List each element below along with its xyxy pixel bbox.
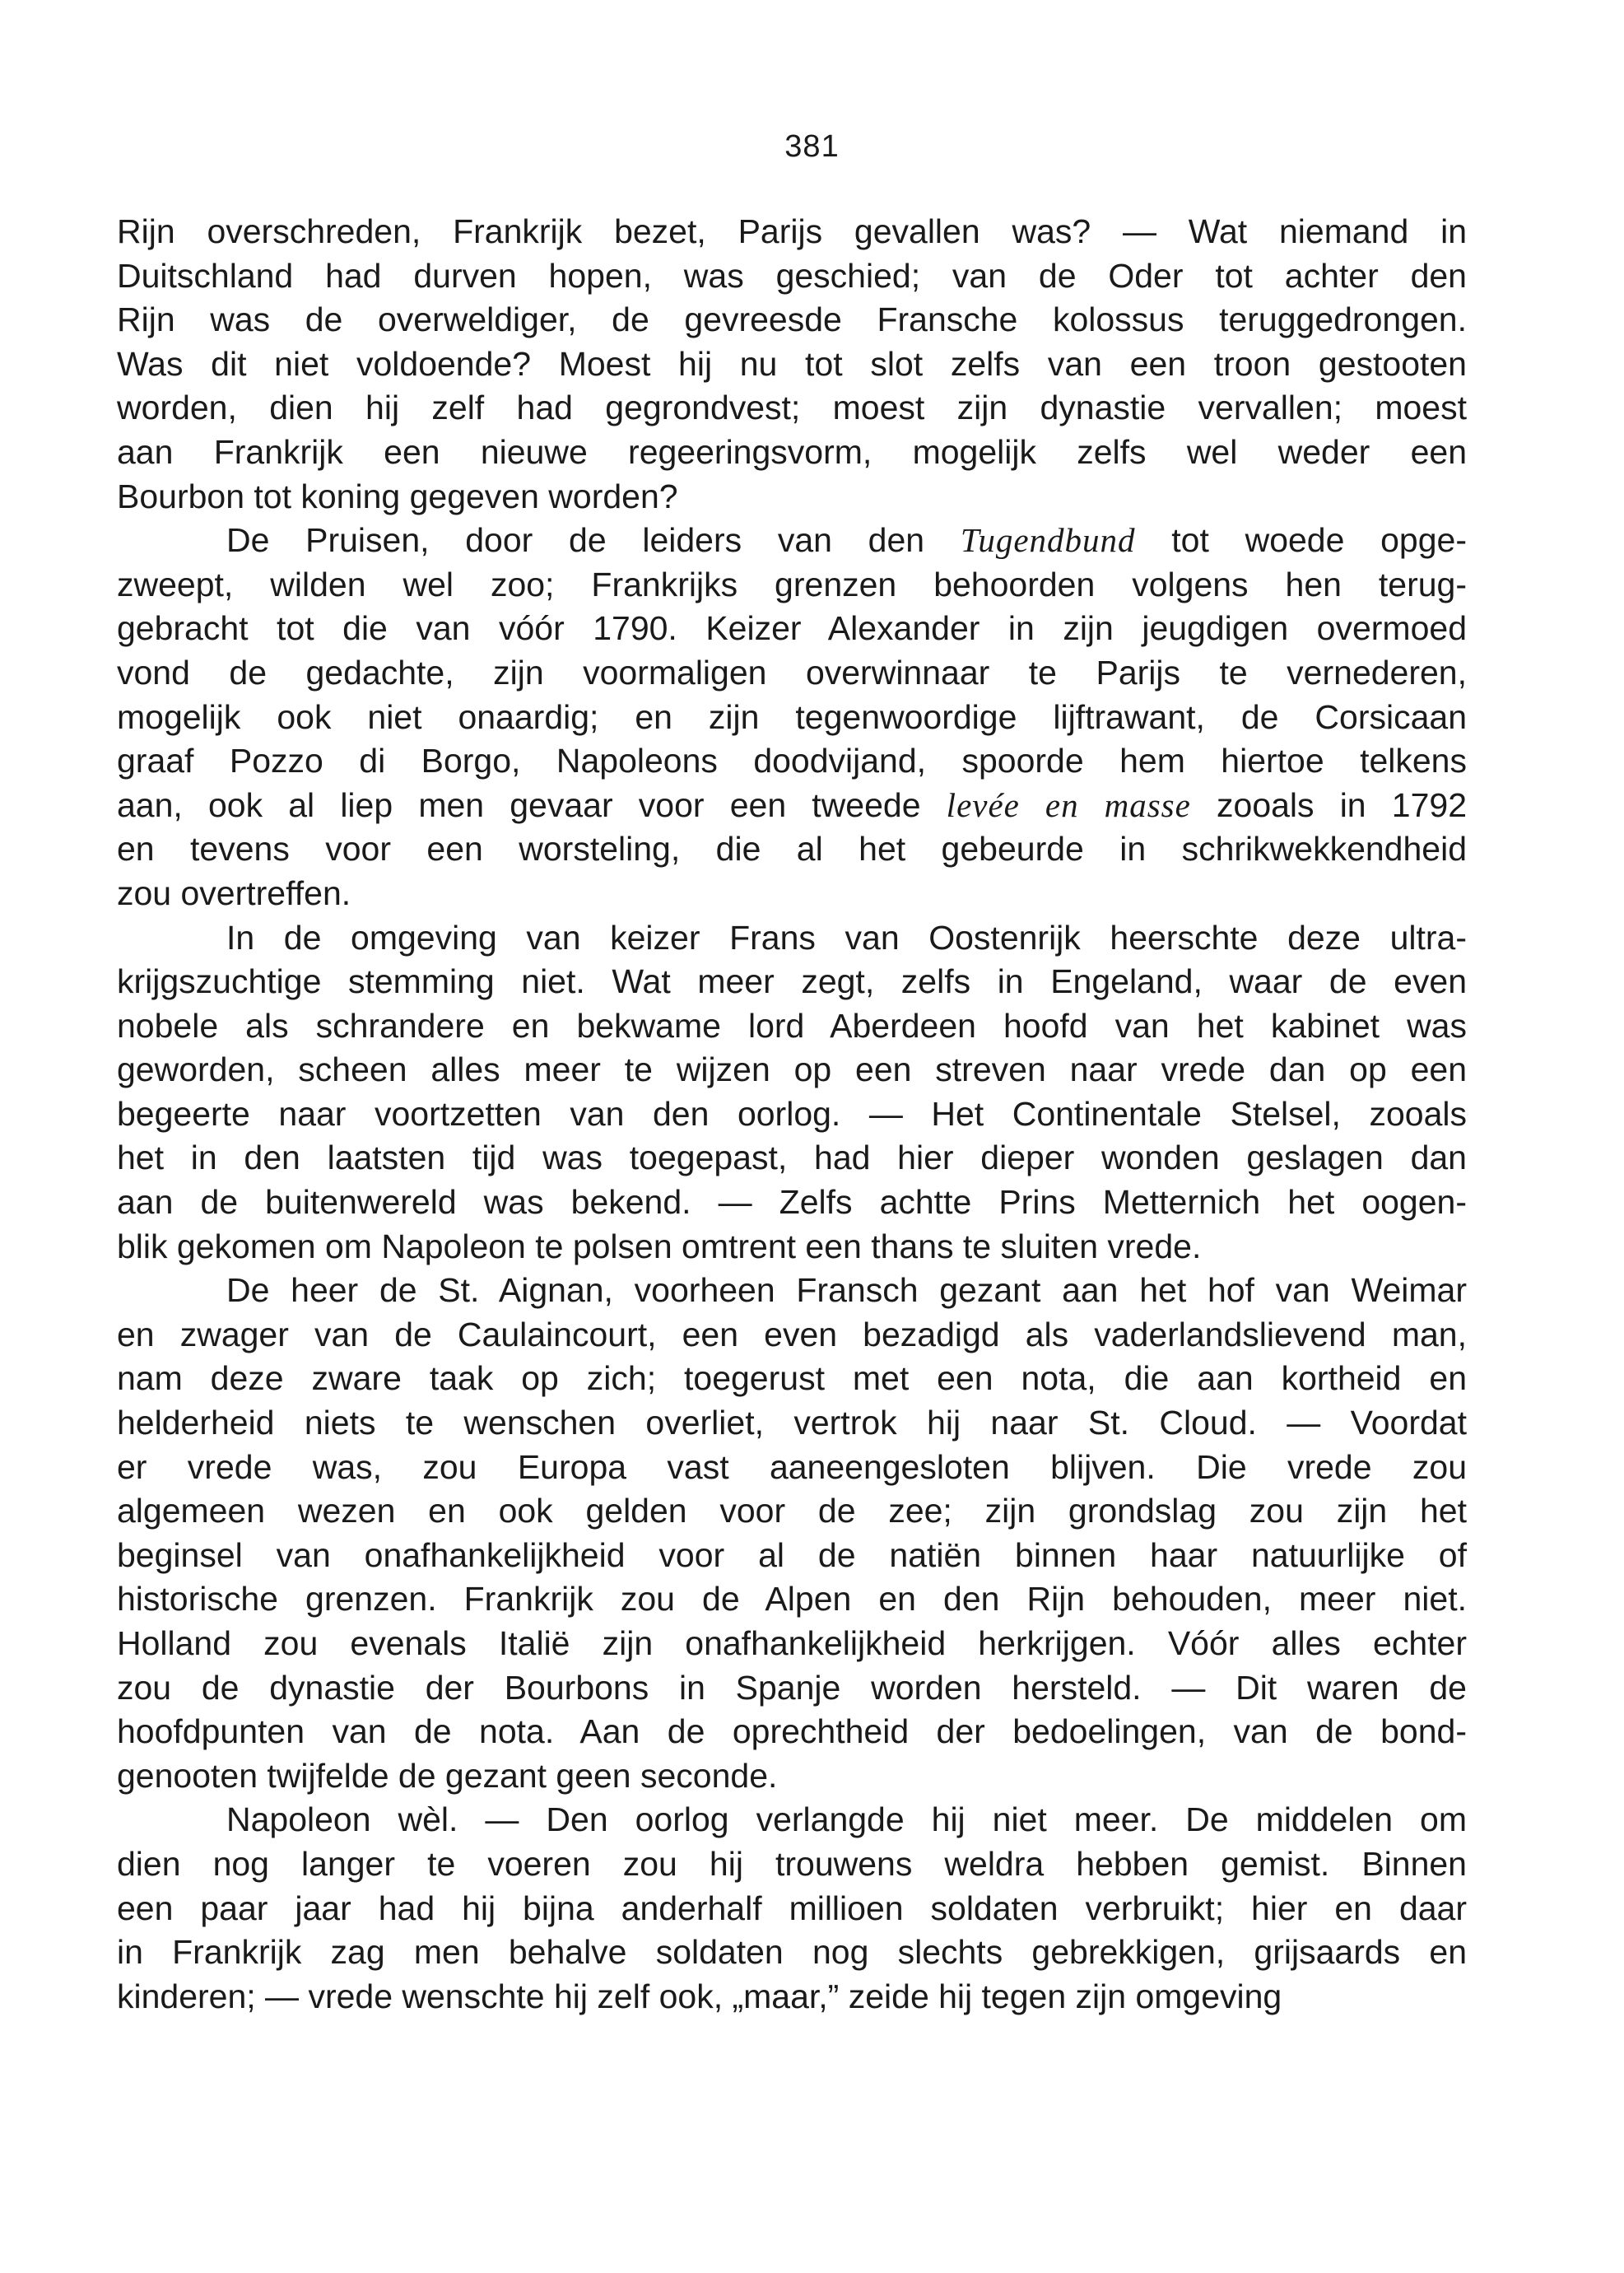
text-line [117,342,1467,387]
text-run: zou overtreffen. [117,873,351,912]
text-run: een paar jaar had hij bijna anderhalf millioen soldaten verbruikt; hier en daar [117,1889,1467,1927]
text-run: begeerte naar voortzetten van den oorlog. — Het Continentale Stelsel, zooals [117,1094,1467,1133]
text-run: gebracht tot die van vóór 1790. Keizer Alexander in zijn jeugdigen overmoed [117,609,1467,648]
text-line [117,1181,1467,1225]
text-run: Was dit niet voldoende? Moest hij nu tot slot zelfs van een troon gestooten [117,344,1467,383]
text-run: zweept, wilden wel zoo; Frankrijks grenzen behoorden volgens hen terug- [117,565,1467,603]
text-line [117,651,1467,696]
text-line [117,1842,1467,1887]
text-run: het in den laatsten tijd was toegepast, had hier dieper wonden geslagen dan [117,1139,1467,1177]
text-run: aan de buitenwereld was bekend. — Zelfs achtte Prins Metternich het oogen- [117,1183,1467,1222]
text-run: algemeen wezen en ook gelden voor de zee; zijn grondslag zou zijn het [117,1492,1467,1530]
text-run: vond de gedachte, zijn voormaligen overwinnaar te Parijs te vernederen, [117,653,1467,692]
paragraph [117,1798,1467,2019]
text-run: zooals in 1792 [1190,785,1467,824]
text-line [117,475,1467,519]
text-run: In de omgeving van keizer Frans van Oostenrijk heerschte deze ultra- [226,918,1467,957]
text-line [117,1048,1467,1092]
text-line [117,1004,1467,1049]
text-line [117,563,1467,608]
text-line [117,827,1467,872]
text-run: Duitschland had durven hopen, was geschied; van de Oder tot achter den [117,256,1467,295]
text-run: De Pruisen, door de leiders van den [226,521,961,560]
text-line [117,1666,1467,1711]
italic-term: levée en masse [946,785,1191,824]
text-run: dien nog langer te voeren zou hij trouwens weldra hebben gemist. Binnen [117,1844,1467,1883]
text-run: geworden, scheen alles meer te wijzen op een streven naar vrede dan op een [117,1050,1467,1089]
text-run: aan, ook al liep men gevaar voor een tweede [117,785,947,824]
text-line [117,1622,1467,1666]
body-text [117,210,1467,2019]
text-run: en tevens voor een worsteling, die al het gebeurde in schrikwekkendheid [117,830,1467,869]
text-line [117,960,1467,1004]
text-run: helderheid niets te wenschen overliet, vertrok hij naar St. Cloud. — Voordat [117,1404,1467,1442]
text-line [117,1887,1467,1931]
text-run: aan Frankrijk een nieuwe regeeringsvorm, mogelijk zelfs wel weder een [117,432,1467,471]
text-line [117,1975,1467,2019]
text-run: krijgszuchtige stemming niet. Wat meer zegt, zelfs in Engeland, waar de even [117,962,1467,1001]
text-line [117,1577,1467,1622]
text-run: graaf Pozzo di Borgo, Napoleons doodvijand, spoorde hem hiertoe telkens [117,742,1467,780]
text-line [117,1798,1467,1842]
text-run: Holland zou evenals Italië zijn onafhankelijkheid herkrijgen. Vóór alles echter [117,1624,1467,1662]
text-run: worden, dien hij zelf had gegrondvest; moest zijn dynastie vervallen; moest [117,389,1467,427]
text-run: Napoleon wèl. — Den oorlog verlangde hij niet meer. De middelen om [226,1800,1467,1839]
text-line [117,784,1467,828]
paragraph [117,519,1467,915]
text-run: mogelijk ook niet onaardig; en zijn tegenwoordige lijftrawant, de Corsicaan [117,697,1467,736]
page-number: 381 [784,129,840,164]
text-line [117,1136,1467,1181]
paragraph [117,210,1467,519]
text-line [117,872,1467,916]
text-run: De heer de St. Aignan, voorheen Fransch gezant aan het hof van Weimar [226,1271,1467,1310]
text-run: blik gekomen om Napoleon te polsen omtrent een thans te sluiten vrede. [117,1227,1202,1265]
text-run: Rijn overschreden, Frankrijk bezet, Parijs gevallen was? — Wat niemand in [117,212,1467,250]
text-run: nam deze zware taak op zich; toegerust met een nota, die aan kortheid en [117,1359,1467,1398]
text-run: tot woede opge- [1135,521,1467,560]
text-line [117,1534,1467,1578]
text-line [117,1446,1467,1490]
text-run: in Frankrijk zag men behalve soldaten nog slechts gebrekkigen, grijsaards en [117,1933,1467,1972]
text-line [117,1401,1467,1446]
text-line [117,386,1467,431]
text-line [117,1489,1467,1534]
text-run: historische grenzen. Frankrijk zou de Alpen en den Rijn behouden, meer niet. [117,1580,1467,1619]
text-line [117,1710,1467,1754]
text-run: kinderen; — vrede wenschte hij zelf ook, „maar,” zeide hij tegen zijn omgeving [117,1977,1282,2015]
text-run: zou de dynastie der Bourbons in Spanje worden hersteld. — Dit waren de [117,1668,1467,1707]
italic-term: Tugendbund [960,521,1136,560]
text-line [117,739,1467,784]
text-line [117,1754,1467,1799]
text-run: genooten twijfelde de gezant geen seconde. [117,1756,778,1795]
text-line [117,431,1467,475]
text-line [117,696,1467,740]
text-line [117,1225,1467,1269]
text-run: er vrede was, zou Europa vast aaneengesloten blijven. Die vrede zou [117,1447,1467,1486]
text-line [117,1269,1467,1313]
text-line [117,916,1467,961]
text-run: hoofdpunten van de nota. Aan de oprechtheid der bedoelingen, van de bond- [117,1712,1467,1751]
text-line [117,1313,1467,1358]
text-line [117,519,1467,563]
text-line [117,1357,1467,1401]
paragraph [117,916,1467,1269]
text-line [117,210,1467,254]
text-line [117,254,1467,299]
text-line [117,1092,1467,1137]
text-line [117,1931,1467,1975]
text-line [117,298,1467,342]
text-run: Bourbon tot koning gegeven worden? [117,477,678,515]
text-run: Rijn was de overweldiger, de gevreesde Fransche kolossus teruggedrongen. [117,300,1467,339]
text-run: nobele als schrandere en bekwame lord Aberdeen hoofd van het kabinet was [117,1006,1467,1045]
text-run: en zwager van de Caulaincourt, een even bezadigd als vaderlandslievend man, [117,1315,1467,1353]
text-line [117,607,1467,651]
paragraph [117,1269,1467,1798]
text-run: beginsel van onafhankelijkheid voor al de natiën binnen haar natuurlijke of [117,1535,1467,1574]
